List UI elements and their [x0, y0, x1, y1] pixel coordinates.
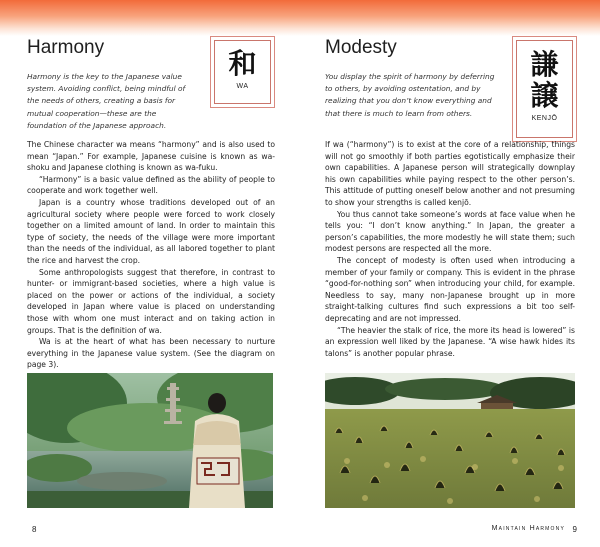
- paragraph: The Chinese character wa means “harmony” and is also used to mean “Japan.” For example, Japanese cuisine is known as wa-shoku and Japanese clothing is known as wa-fuku.: [27, 140, 275, 173]
- kanji-character: 和: [228, 47, 257, 80]
- kanji-character-top: 謙: [530, 48, 559, 81]
- page-title: Harmony: [27, 37, 105, 58]
- kanji-character-bottom: 譲: [530, 79, 559, 112]
- garden-photo: [27, 373, 273, 508]
- page-number: 9: [572, 525, 577, 534]
- intro-text: Harmony is the key to the Japanese value system. Avoiding conflict, being mindful of the needs of others, creating a basis for mutual cooperation—these are the foundation of the Japanese approach.: [27, 72, 186, 130]
- paragraph: Japan is a country whose traditions developed out of an agricultural society where people were forced to work closely together on a limited amount of land. In order to maintain this type of society, the needs of the village were more important than the needs of the individual, as all labored together to plant the rice and harvest the crop.: [27, 197, 275, 265]
- paragraph: You thus cannot take someone’s words at face value when he tells you: “I don’t know anything.” In Japan, the greater a person’s capabilities, the more modestly he will state them; such modest persons are respected all the more.: [325, 209, 575, 254]
- intro-text: You display the spirit of harmony by deferring to others, by avoiding ostentation, and by realizing that you don’t know everything and that there is much to learn from others.: [325, 72, 495, 118]
- header-band: [0, 0, 300, 36]
- running-head: Maintain Harmony: [491, 525, 565, 532]
- paragraph: “The heavier the stalk of rice, the more its head is lowered” is an expression well liked by the Japanese. “A wise hawk hides its talons” is another popular phrase.: [325, 325, 575, 358]
- kanji-card: [214, 40, 271, 104]
- header-band: [300, 0, 600, 36]
- kanji-romaji: KENJŌ: [531, 115, 558, 122]
- body-text: [325, 139, 575, 359]
- kanji-card: [516, 40, 573, 138]
- paragraph: Wa is at the heart of what has been necessary to nurture everything in the Japanese value system. (See the diagram on page 3).: [27, 337, 275, 370]
- paragraph: “Harmony” is a basic value defined as the ability of people to cooperate and work together well.: [27, 174, 275, 196]
- rice-field-photo: [325, 373, 575, 508]
- paragraph: If wa (“harmony”) is to exist at the core of a relationship, things will not go smoothly if both parties egotistically emphasize their own capabilities. A Japanese person will strategically downplay his own capabilities while paying respect to the other person’s. This attitude of putting oneself below another and not presuming to show your strengths is called kenjō.: [325, 140, 575, 207]
- page-title: Modesty: [325, 37, 397, 58]
- body-text: [27, 139, 275, 371]
- paragraph: The concept of modesty is often used when introducing a member of your family or company. This is evident in the phrase “good-for-nothing son” when introducing your child, for example. Needless to say, many non-Japanese brought up in more straight-talking cultures find such expressions a bit too self-deprecating and are not impressed.: [325, 255, 575, 323]
- right-page: [300, 0, 600, 547]
- paragraph: Some anthropologists suggest that therefore, in contrast to hunter- or immigrant-based societies, where a high value is placed on the power or actions of the individual, a society developed in Japan where value is placed on understanding those with whom one must interact and on taking action in groups. That is the definition of wa.: [27, 267, 275, 335]
- kanji-romaji: WA: [236, 83, 249, 90]
- page-number: 8: [32, 525, 37, 534]
